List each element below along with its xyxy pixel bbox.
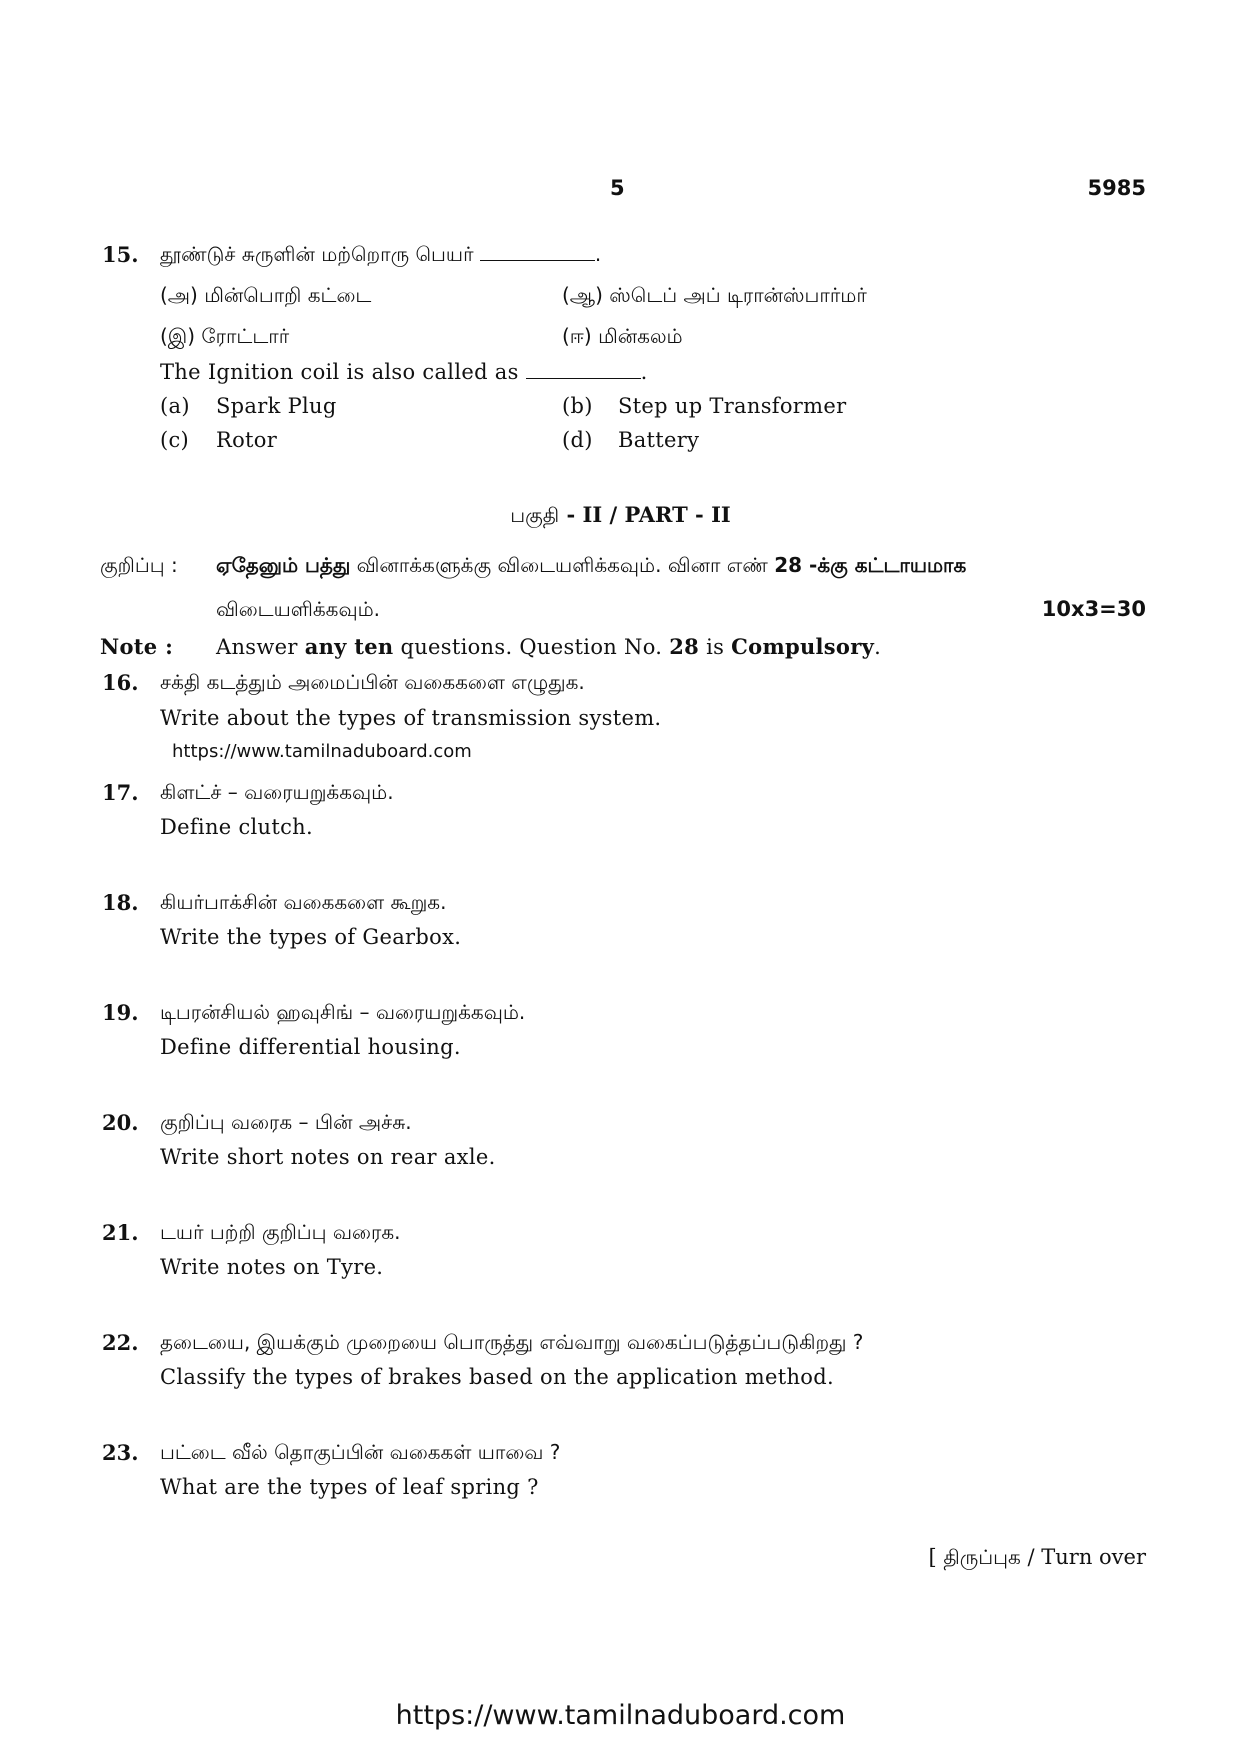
question-english: What are the types of leaf spring ? [160, 1475, 539, 1499]
option-english-a-text: Spark Plug [216, 394, 337, 418]
paper-code: 5985 [1087, 176, 1146, 200]
option-text: ஸ்டெப் அப் டிரான்ஸ்பார்மர் [609, 283, 867, 307]
option-english-a-label: (a) [160, 394, 190, 418]
note-tamil-qno: 28 [774, 553, 803, 577]
note-en-bold: Compulsory [731, 634, 875, 659]
question-english-text: The Ignition coil is also called as [160, 360, 519, 384]
question-english: Define clutch. [160, 815, 313, 839]
question-tamil: பட்டை வீல் தொகுப்பின் வகைகள் யாவை ? [160, 1440, 561, 1464]
question-tamil: டிபரன்சியல் ஹவுசிங் – வரையறுக்கவும். [160, 1000, 526, 1024]
part-heading-english: - II / PART - II [559, 502, 731, 527]
option-label: (ஆ) [562, 283, 603, 307]
question-tamil: கியர்பாக்சின் வகைகளை கூறுக. [160, 890, 447, 914]
note-en-part: Answer [216, 635, 305, 659]
question-number: 23. [102, 1440, 139, 1465]
answer-blank [526, 360, 641, 379]
turn-over-tamil: திருப்புக [943, 1545, 1021, 1569]
option-label: (ஈ) [562, 324, 592, 348]
question-tamil: சக்தி கடத்தும் அமைப்பின் வகைகளை எழுதுக. [160, 670, 585, 694]
option-english-d-text: Battery [618, 428, 700, 452]
option-english-c-label: (c) [160, 428, 190, 452]
footer-url: https://www.tamilnaduboard.com [395, 1700, 846, 1731]
option-label: (இ) [160, 324, 196, 348]
option-tamil-b [562, 283, 867, 310]
note-en-part: is [699, 635, 732, 659]
question-number: 17. [102, 780, 139, 805]
question-number: 16. [102, 670, 139, 695]
note-tamil-text-2: -க்கு கட்டாயமாக [802, 553, 967, 577]
answer-blank [480, 242, 595, 261]
question-tamil: தூண்டுச் சுருளின் மற்றொரு பெயர் . [160, 242, 602, 266]
question-english: Classify the types of brakes based on the application method. [160, 1365, 834, 1389]
turn-over-english: / Turn over [1020, 1545, 1146, 1569]
question-english: Write about the types of transmission system. [160, 706, 662, 730]
option-text: மின்பொறி கட்டை [204, 283, 372, 307]
question-tamil: கிளட்ச் – வரையறுக்கவும். [160, 780, 394, 804]
note-en-part: . [874, 635, 882, 659]
question-english: Write short notes on rear axle. [160, 1145, 496, 1169]
part-heading-tamil: பகுதி [510, 503, 560, 527]
note-tamil-emphasis: ஏதேனும் பத்து [216, 553, 351, 577]
question-number: 22. [102, 1330, 139, 1355]
question-english: Define differential housing. [160, 1035, 461, 1059]
marks-allocation: 10x3=30 [1041, 597, 1146, 621]
option-text: மின்கலம் [598, 324, 683, 348]
note-tamil-text: வினாக்களுக்கு விடையளிக்கவும். வினா எண் [350, 553, 775, 577]
question-number: 15. [102, 242, 139, 267]
option-tamil-c [160, 324, 289, 351]
option-english-b-label: (b) [562, 394, 593, 418]
option-english-b-text: Step up Transformer [618, 394, 847, 418]
part-heading [0, 502, 1241, 530]
question-number: 21. [102, 1220, 139, 1245]
question-tamil: தடையை, இயக்கும் முறையை பொருத்து எவ்வாறு வகைப்படுத்தப்படுகிறது ? [160, 1330, 864, 1354]
option-english-c-text: Rotor [216, 428, 278, 452]
question-number: 19. [102, 1000, 139, 1025]
page-number: 5 [610, 176, 625, 200]
question-tamil: குறிப்பு வரைக – பின் அச்சு. [160, 1110, 412, 1134]
question-number: 18. [102, 890, 139, 915]
option-label: (அ) [160, 283, 198, 307]
question-english: Write notes on Tyre. [160, 1255, 384, 1279]
note-tamil-line1 [216, 553, 966, 580]
note-english-text [216, 634, 881, 659]
question-english: The Ignition coil is also called as . [160, 360, 648, 384]
note-en-bold: 28 [669, 634, 700, 659]
turn-over [928, 1545, 1146, 1572]
note-tamil-label: குறிப்பு : [100, 553, 178, 577]
option-tamil-d [562, 324, 683, 351]
question-tamil: டயர் பற்றி குறிப்பு வரைக. [160, 1220, 401, 1244]
option-text: ரோட்டார் [201, 324, 290, 348]
note-en-bold: any ten [304, 634, 394, 659]
note-english-label: Note : [100, 634, 174, 659]
question-tamil-text: தூண்டுச் சுருளின் மற்றொரு பெயர் [160, 242, 474, 266]
option-tamil-a [160, 283, 371, 310]
note-tamil-line2: விடையளிக்கவும். [216, 597, 381, 621]
turn-over-bracket: [ [928, 1545, 944, 1569]
option-english-d-label: (d) [562, 428, 593, 452]
question-english: Write the types of Gearbox. [160, 925, 462, 949]
question-number: 20. [102, 1110, 139, 1135]
watermark-url: https://www.tamilnaduboard.com [172, 741, 472, 762]
note-en-part: questions. Question No. [393, 635, 670, 659]
